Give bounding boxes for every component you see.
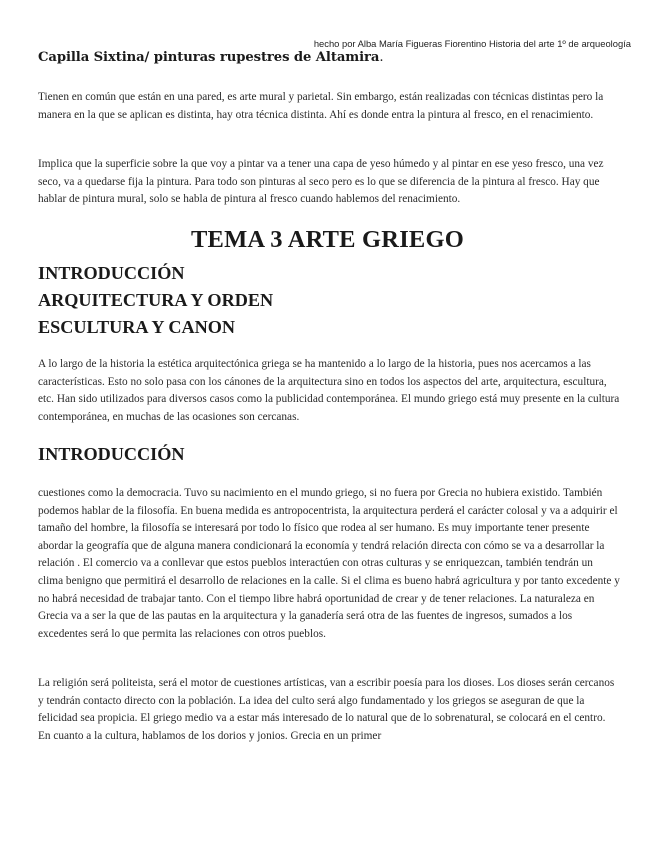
section-heading-introduccion: INTRODUCCIÓN: [38, 444, 185, 464]
author-note: hecho por Alba María Figueras Fiorentino Historia del arte 1º de arqueología: [313, 38, 631, 49]
subject-title-line: [38, 50, 383, 65]
intro-paragraph-2: Implica que la superficie sobre la que voy a pintar va a tener una capa de yeso húmedo y al pintar en ese yeso fresco, una vez seco, va a quedarse fija la pintura. Para todo son pinturas al seco pero es lo que se diferencia de la pintura al fresco. Hay que hablar de pintura mural, solo se habla de pintura al fresco cuando hablemos del renacimiento.: [38, 158, 604, 206]
subject-title: Capilla Sixtina/ pinturas rupestres de Altamira: [38, 50, 380, 65]
toc-item-arquitectura: ARQUITECTURA Y ORDEN: [38, 290, 274, 310]
section-paragraph-1: cuestiones como la democracia. Tuvo su nacimiento en el mundo griego, si no fuera por Grecia no hubiera existido. También podemos hablar de la filosofía. En buena medida es antropocentrista, la arquitectura perderá el carácter colosal y va a adquirir el tamaño del hombre, la filosofía se interesará por todo lo físico que rodea al ser humano. Es muy importante tener presente abordar la geografía que de alguna manera condicionará la economía y tendrá relación directa con cómo se va a desarrollar la relación . El comercio va a conllevar que estos pueblos interactúen con otras culturas y se enriquezcan, también tendrán un clima benigno que permitirá el desarrollo de relaciones en la calle. Si el clima es bueno habrá agricultura y por tanto excedente y no habrá necesidad de trabajar tanto. Con el tiempo libre habrá oportunidad de crear y de tener relaciones. La naturaleza en Grecia va a ser la que de las pautas en la arquitectura y la ganadería será otra de las fuentes de ingresos, sumados a los excedentes será lo que permita las relaciones con otros pueblos.: [38, 487, 620, 640]
toc-item-introduccion: INTRODUCCIÓN: [38, 263, 185, 283]
intro-paragraph-1: Tienen en común que están en una pared, es arte mural y parietal. Sin embargo, están realizadas con técnicas distintas pero la manera en la que se aplican es distinta, hay otra técnica distinta. Ahí es donde entra la pintura al fresco, en el renacimiento.: [38, 91, 604, 121]
toc-item-escultura: ESCULTURA Y CANON: [38, 317, 236, 337]
tema-title: TEMA 3 ARTE GRIEGO: [191, 226, 464, 253]
section-paragraph-2: La religión será politeista, será el motor de cuestiones artísticas, van a escribir poesía para los dioses. Los dioses serán cercanos y tendrán contacto directo con la población. La idea del culto será algo fundamentado y los griegos se aseguran de que la felicidad sea propicia. El griego medio va a estar más interesado de lo natural que de lo sobrenatural, se colocará en el centro. En cuanto a la cultura, hablamos de los dorios y jonios. Grecia en un primer: [38, 677, 615, 742]
overview-paragraph: A lo largo de la historia la estética arquitectónica griega se ha mantenido a lo largo de la historia, pues nos acercamos a las características. Esto no solo pasa con los cánones de la arquitectura sino en todos los aspectos del arte, arquitectura, escultura, etc. Han sido utilizados para diversos casos como la publicidad contemporánea. El mundo griego está muy presente en la cultura contemporánea, en muchas de las ocasiones son cercanas.: [38, 358, 620, 423]
subject-title-period: .: [379, 50, 384, 65]
